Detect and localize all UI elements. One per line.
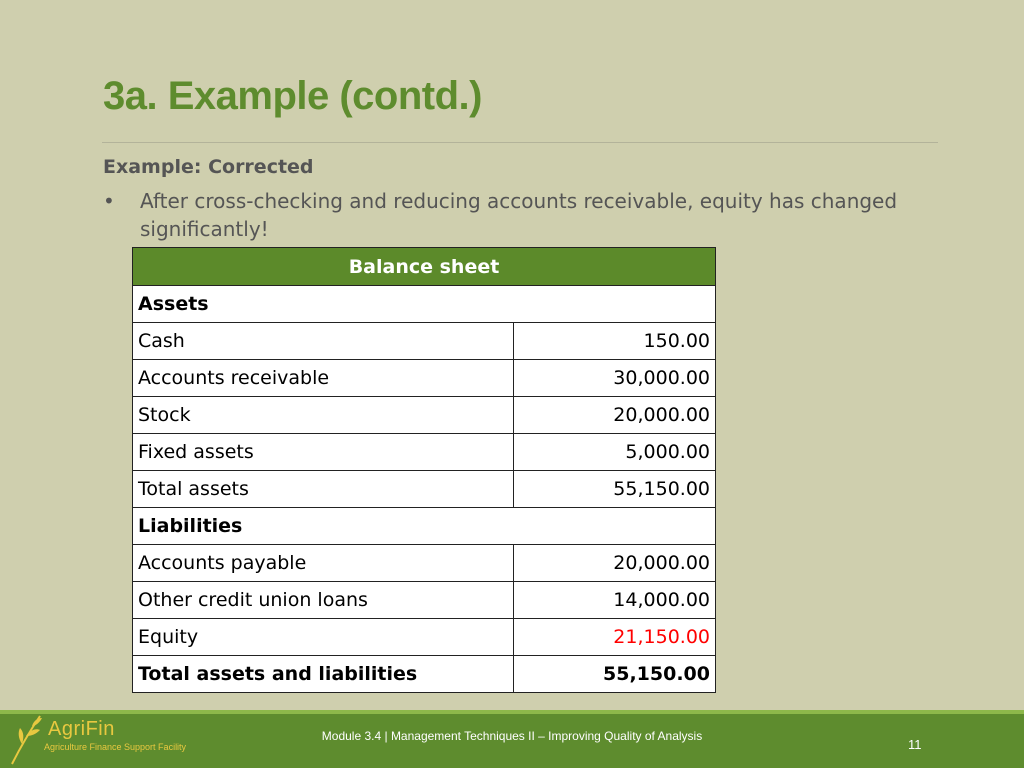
- wheat-icon: [6, 712, 48, 766]
- row-value: 20,000.00: [514, 397, 716, 434]
- row-value: 5,000.00: [514, 434, 716, 471]
- bullet-text: After cross-checking and reducing accounts receivable, equity has changed significantly!: [140, 189, 898, 241]
- total-label: Total assets and liabilities: [133, 656, 514, 693]
- table-row: [133, 323, 716, 360]
- row-label: Stock: [133, 397, 514, 434]
- equity-value: 21,150.00: [514, 619, 716, 656]
- row-label: Total assets: [133, 471, 514, 508]
- row-label: Cash: [133, 323, 514, 360]
- section-row: [133, 508, 716, 545]
- title-divider: [102, 142, 938, 143]
- agrifin-logo: [6, 712, 206, 766]
- table-row: [133, 360, 716, 397]
- bullet-marker: •: [103, 189, 115, 213]
- bullet-item: [103, 187, 933, 243]
- balance-sheet-table: [132, 247, 716, 693]
- row-label: Other credit union loans: [133, 582, 514, 619]
- logo-subtitle: Agriculture Finance Support Facility: [44, 742, 187, 752]
- total-row: [133, 656, 716, 693]
- row-label: Accounts payable: [133, 545, 514, 582]
- module-caption: Module 3.4 | Management Techniques II – Improving Quality of Analysis: [321, 729, 703, 743]
- page-number: 11: [908, 737, 922, 752]
- row-value: 14,000.00: [514, 582, 716, 619]
- table-row: [133, 434, 716, 471]
- row-value: 20,000.00: [514, 545, 716, 582]
- row-label: Accounts receivable: [133, 360, 514, 397]
- table-header: Balance sheet: [133, 248, 716, 286]
- table-row: [133, 545, 716, 582]
- subheading: Example: Corrected: [103, 156, 314, 178]
- section-row: [133, 286, 716, 323]
- table-row: [133, 397, 716, 434]
- assets-heading: Assets: [133, 286, 716, 323]
- row-value: 55,150.00: [514, 471, 716, 508]
- table-row: [133, 471, 716, 508]
- row-label: Fixed assets: [133, 434, 514, 471]
- table-row: [133, 619, 716, 656]
- total-value: 55,150.00: [514, 656, 716, 693]
- slide-title: 3a. Example (contd.): [103, 74, 482, 118]
- liabilities-heading: Liabilities: [133, 508, 716, 545]
- row-value: 150.00: [514, 323, 716, 360]
- table-row: [133, 582, 716, 619]
- row-value: 30,000.00: [514, 360, 716, 397]
- logo-text: AgriFin: [48, 718, 115, 740]
- row-label: Equity: [133, 619, 514, 656]
- table-header-row: [133, 248, 716, 286]
